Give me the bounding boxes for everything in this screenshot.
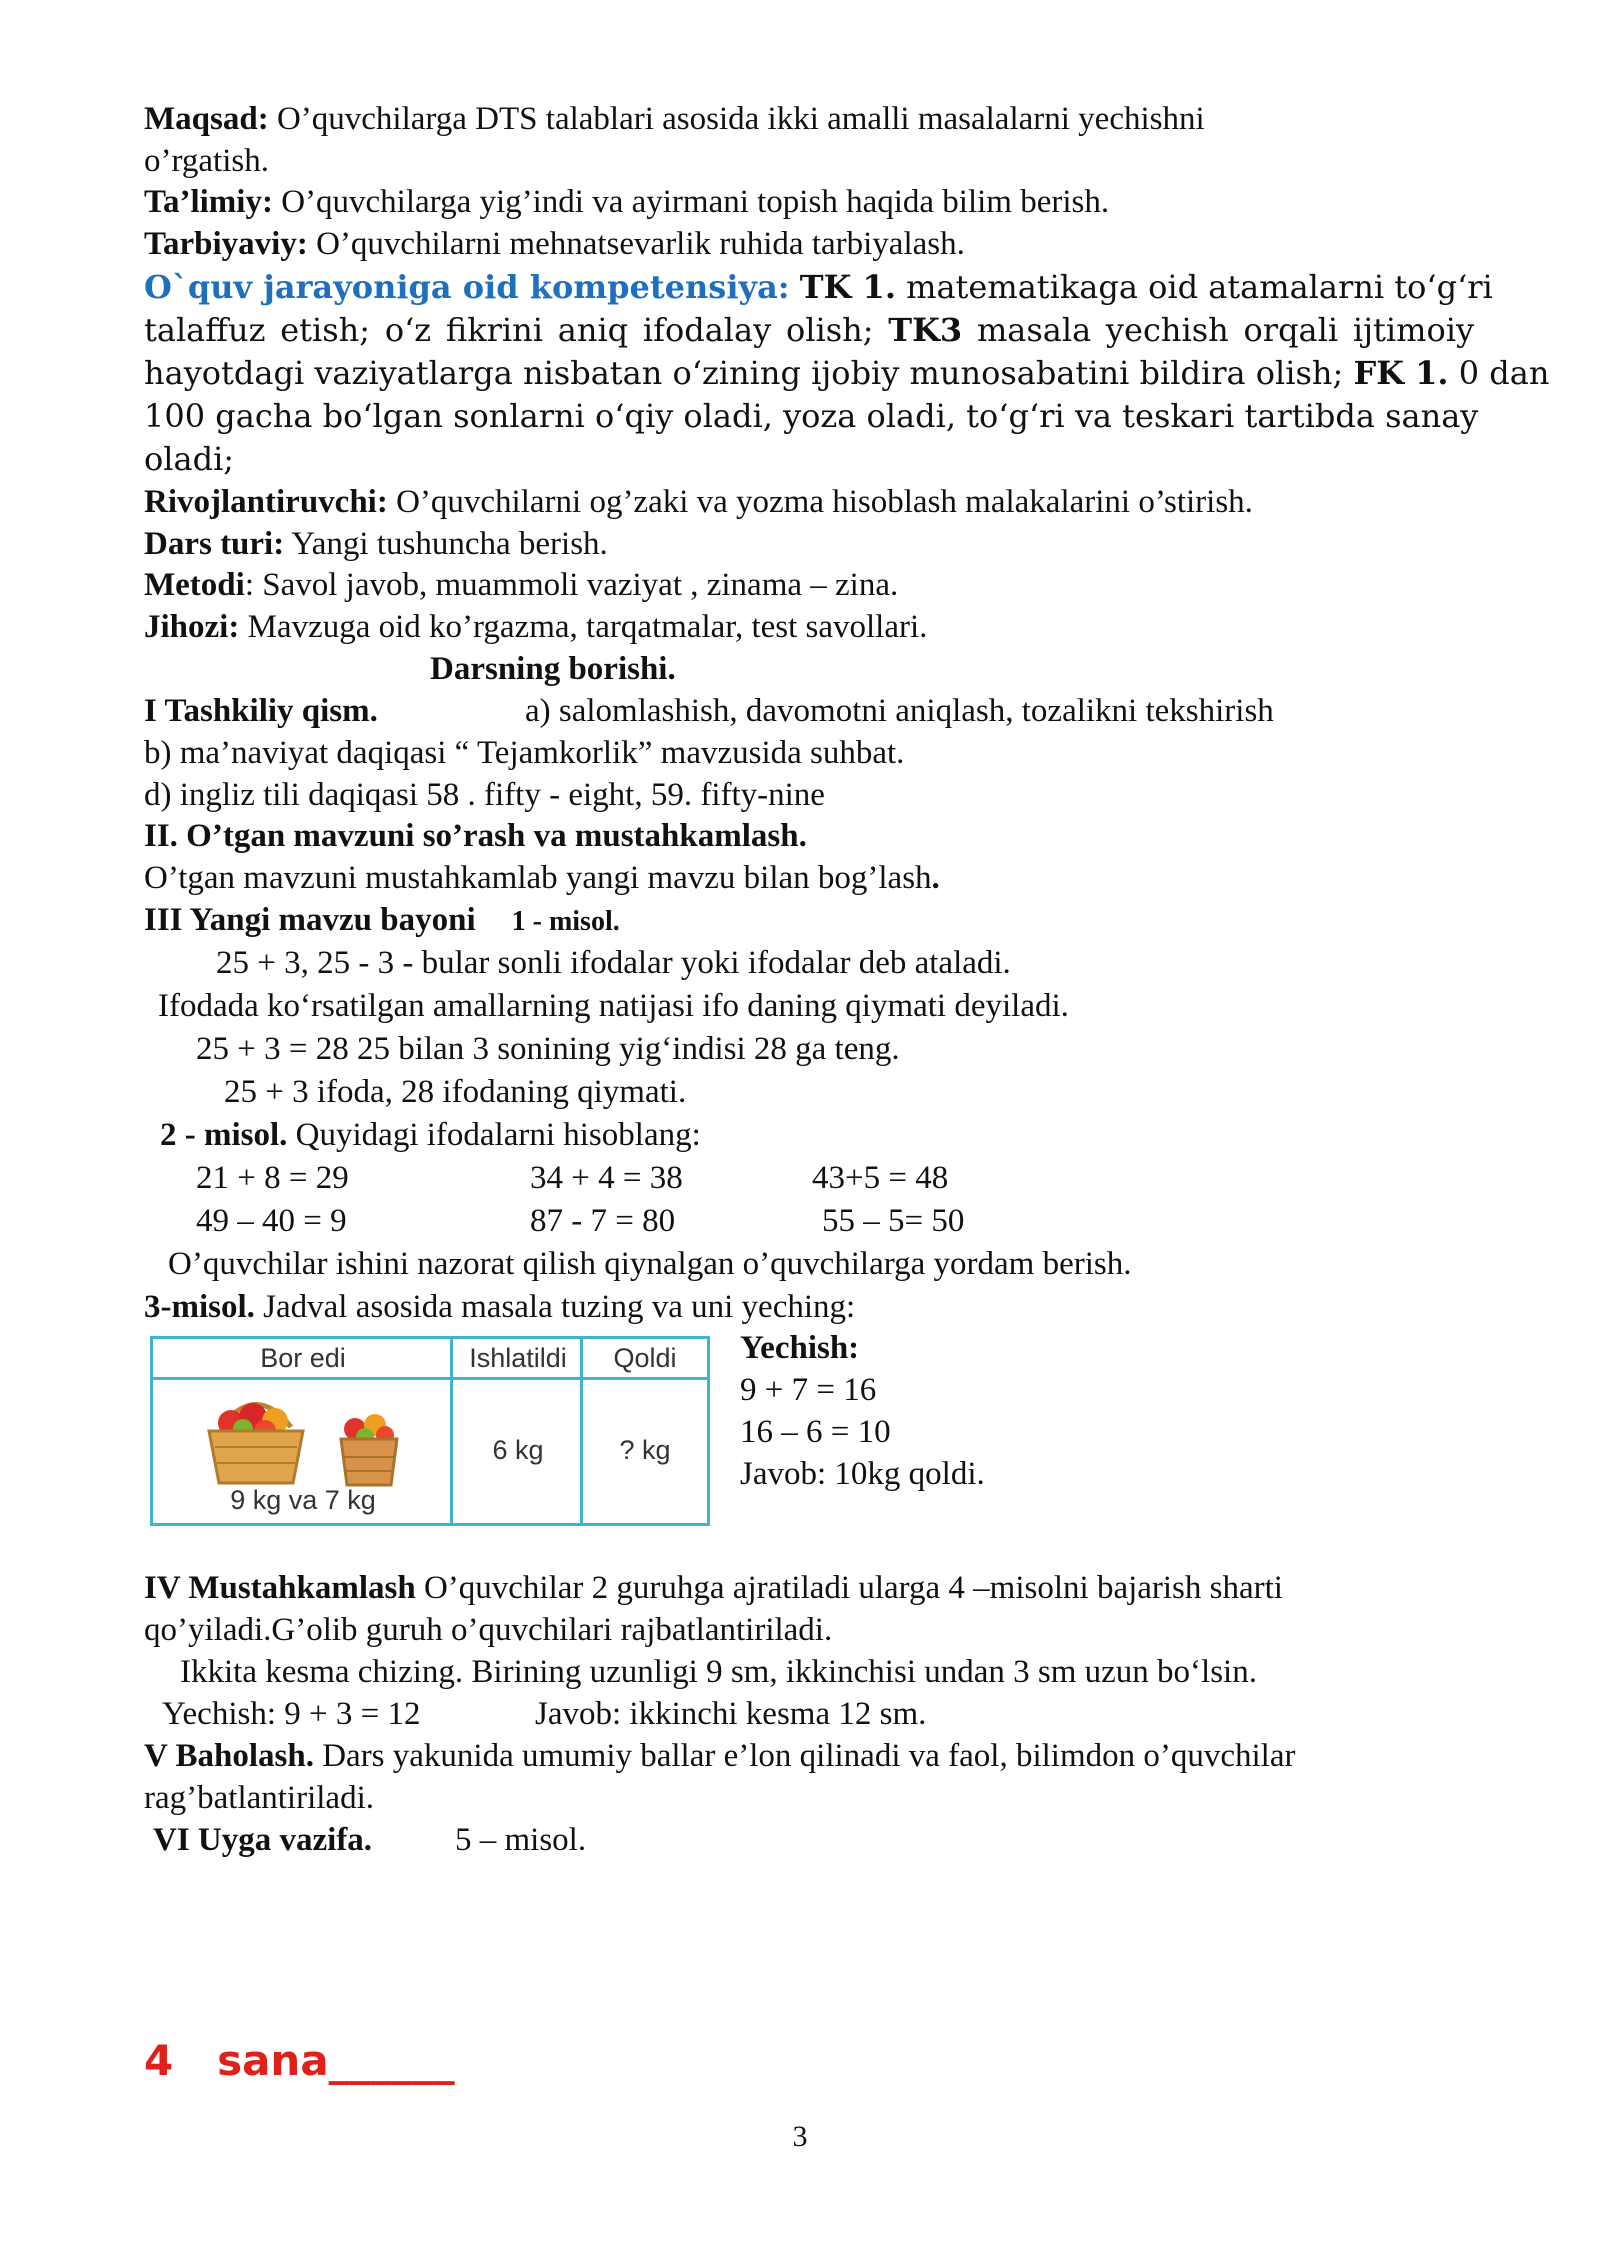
rivojlantiruvchi-text: O’quvchilarni og’zaki va yozma hisoblash malakalarini o’stirish. xyxy=(387,484,1253,520)
tashkiliy-label: I Tashkiliy qism. xyxy=(144,693,378,729)
equation: 87 - 7 = 80 xyxy=(530,1203,676,1239)
tk1-label: TK 1. xyxy=(799,268,896,306)
otgan-text-line xyxy=(144,857,940,899)
mustahkamlash-text-3: Ikkita kesma chizing. Birining uzunligi 9 sm, ikkinchisi undan 3 sm uzun bo‘lsin. xyxy=(180,1654,1257,1690)
yechish-label: Yechish: xyxy=(740,1330,860,1366)
misol-2-text: Quyidagi ifodalarni hisoblang: xyxy=(287,1117,701,1153)
tashkiliy-item-b: b) ma’naviyat daqiqasi “ Tejamkorlik” mavzusida suhbat. xyxy=(144,735,905,771)
dars-turi-text: Yangi tushuncha berish. xyxy=(284,526,608,562)
table-divider xyxy=(580,1339,583,1523)
dars-turi-line xyxy=(144,523,608,565)
metodi-label: Metodi xyxy=(144,567,245,603)
talimiy-line xyxy=(144,181,1109,223)
yangi-line-2: Ifodada ko‘rsatilgan amallarning natijasi ifo daning qiymati deyiladi. xyxy=(158,988,1069,1024)
otgan-heading: II. O’tgan mavzuni so’rash va mustahkamlash. xyxy=(144,818,807,854)
baholash-line xyxy=(144,1735,1295,1777)
otgan-text: O’tgan mavzuni mustahkamlab yangi mavzu bilan bog’lash xyxy=(144,860,932,896)
problem-table xyxy=(150,1336,710,1526)
equation: 49 – 40 = 9 xyxy=(196,1203,347,1239)
table-header-bor-edi: Bor edi xyxy=(153,1339,453,1380)
mustahkamlash-javob: Javob: ikkinchi kesma 12 sm. xyxy=(535,1696,927,1732)
mustahkamlash-text-2: qo’yiladi.G’olib guruh o’quvchilari rajbatlantiriladi. xyxy=(144,1612,833,1648)
metodi-line xyxy=(144,564,898,606)
maqsad-line xyxy=(144,98,1205,140)
baholash-text-2: rag’batlantiriladi. xyxy=(144,1780,374,1816)
equation: 55 – 5= 50 xyxy=(822,1203,965,1239)
kompetensiya-line-3 xyxy=(144,352,1550,394)
darsning-borishi-heading: Darsning borishi. xyxy=(430,651,676,687)
tk3-label: TK3 xyxy=(888,311,963,349)
kompetensiya-text-3b: 0 dan xyxy=(1458,354,1550,392)
fk1-label: FK 1. xyxy=(1353,354,1449,392)
misol-2-note: O’quvchilar ishini nazorat qilish qiynalgan o’quvchilarga yordam berish. xyxy=(168,1246,1132,1282)
yechish-step: 9 + 7 = 16 xyxy=(740,1372,877,1408)
table-header-qoldi: Qoldi xyxy=(583,1339,707,1380)
table-cell-qoldi: ? kg xyxy=(619,1435,671,1465)
baholash-label: V Baholash. xyxy=(144,1738,314,1774)
otgan-dot: . xyxy=(931,860,940,896)
misol-1-label: 1 - misol. xyxy=(511,906,620,937)
misol-3-line xyxy=(144,1286,855,1328)
sana-field: 4 sana______ xyxy=(144,2036,455,2085)
misol-2-line xyxy=(160,1114,701,1156)
jihozi-label: Jihozi: xyxy=(144,609,240,645)
maqsad-line-2: o’rgatish. xyxy=(144,143,269,179)
tarbiyaviy-text: O’quvchilarni mehnatsevarlik ruhida tarbiyalash. xyxy=(307,226,965,262)
yangi-mavzu-line xyxy=(144,899,620,943)
maqsad-text: O’quvchilarga DTS talablari asosida ikki amalli masalalarni yechishni xyxy=(268,101,1205,137)
mustahkamlash-line xyxy=(144,1567,1283,1609)
yechish-answer: Javob: 10kg qoldi. xyxy=(740,1456,985,1492)
kompetensiya-text-2a: talaffuz etish; o‘z fikrini aniq ifodalay olish; xyxy=(144,311,874,349)
dars-turi-label: Dars turi: xyxy=(144,526,285,562)
mustahkamlash-text-1: O’quvchilar 2 guruhga ajratiladi ularga 4 –misolni bajarish sharti xyxy=(415,1570,1283,1606)
yangi-mavzu-heading: III Yangi mavzu bayoni xyxy=(144,902,476,938)
jihozi-line xyxy=(144,606,927,648)
rivojlantiruvchi-line xyxy=(144,481,1253,523)
yangi-line-4: 25 + 3 ifoda, 28 ifodaning qiymati. xyxy=(224,1074,687,1110)
table-cell-ishlatildi: 6 kg xyxy=(492,1435,544,1465)
tashkiliy-item-a: a) salomlashish, davomotni aniqlash, tozalikni tekshirish xyxy=(525,693,1274,729)
maqsad-label: Maqsad: xyxy=(144,101,269,137)
kompetensiya-line-2 xyxy=(144,309,1474,351)
equation: 43+5 = 48 xyxy=(812,1160,949,1196)
yangi-line-3: 25 + 3 = 28 25 bilan 3 sonining yig‘indisi 28 ga teng. xyxy=(196,1031,900,1067)
talimiy-text: O’quvchilarga yig’indi va ayirmani topish haqida bilim berish. xyxy=(272,184,1110,220)
equation: 34 + 4 = 38 xyxy=(530,1160,683,1196)
yechish-step: 16 – 6 = 10 xyxy=(740,1414,891,1450)
kompetensiya-line-1 xyxy=(144,266,1493,308)
kompetensiya-text-2b: masala yechish orqali ijtimoiy xyxy=(976,311,1475,349)
misol-3-label: 3-misol. xyxy=(144,1289,255,1325)
baholash-text-1: Dars yakunida umumiy ballar e’lon qilinadi va faol, bilimdon o’quvchilar xyxy=(313,1738,1296,1774)
mustahkamlash-yechish: Yechish: 9 + 3 = 12 xyxy=(162,1696,421,1732)
uyga-vazifa-label: VI Uyga vazifa. xyxy=(153,1822,373,1858)
tarbiyaviy-label: Tarbiyaviy: xyxy=(144,226,308,262)
tashkiliy-item-d: d) ingliz tili daqiqasi 58 . fifty - eight, 59. fifty-nine xyxy=(144,777,825,813)
misol-3-text: Jadval asosida masala tuzing va uni yeching: xyxy=(254,1289,856,1325)
kompetensiya-text-3a: hayotdagi vaziyatlarga nisbatan o‘zining ijobiy munosabatini bildira olish; xyxy=(144,354,1344,392)
table-cell-bor-edi: 9 kg va 7 kg xyxy=(230,1485,376,1515)
equation: 21 + 8 = 29 xyxy=(196,1160,349,1196)
kompetensiya-label: O`quv jarayoniga oid kompetensiya: xyxy=(144,268,790,306)
uyga-vazifa-text: 5 – misol. xyxy=(455,1822,587,1858)
misol-2-label: 2 - misol. xyxy=(160,1117,288,1153)
page-number: 3 xyxy=(792,2120,808,2153)
metodi-text: : Savol javob, muammoli vaziyat , zinama – zina. xyxy=(244,567,899,603)
fruit-basket-icon xyxy=(201,1387,311,1487)
kompetensiya-text-4: 100 gacha bo‘lgan sonlarni o‘qiy oladi, yoza oladi, to‘g‘ri va teskari tartibda sanay xyxy=(144,397,1479,435)
mustahkamlash-label: IV Mustahkamlash xyxy=(144,1570,416,1606)
kompetensiya-line-5: oladi; xyxy=(144,440,235,478)
talimiy-label: Ta’limiy: xyxy=(144,184,273,220)
fruit-basket-small-icon xyxy=(333,1401,405,1487)
kompetensiya-text-1: matematikaga oid atamalarni to‘g‘ri xyxy=(906,268,1493,306)
table-header-ishlatildi: Ishlatildi xyxy=(453,1339,583,1380)
rivojlantiruvchi-label: Rivojlantiruvchi: xyxy=(144,484,388,520)
jihozi-text: Mavzuga oid ko’rgazma, tarqatmalar, test savollari. xyxy=(239,609,928,645)
tarbiyaviy-line xyxy=(144,223,965,265)
tashkiliy-line xyxy=(144,690,378,732)
yangi-line-1: 25 + 3, 25 - 3 - bular sonli ifodalar yoki ifodalar deb ataladi. xyxy=(216,945,1011,981)
kompetensiya-line-4 xyxy=(144,395,1479,437)
